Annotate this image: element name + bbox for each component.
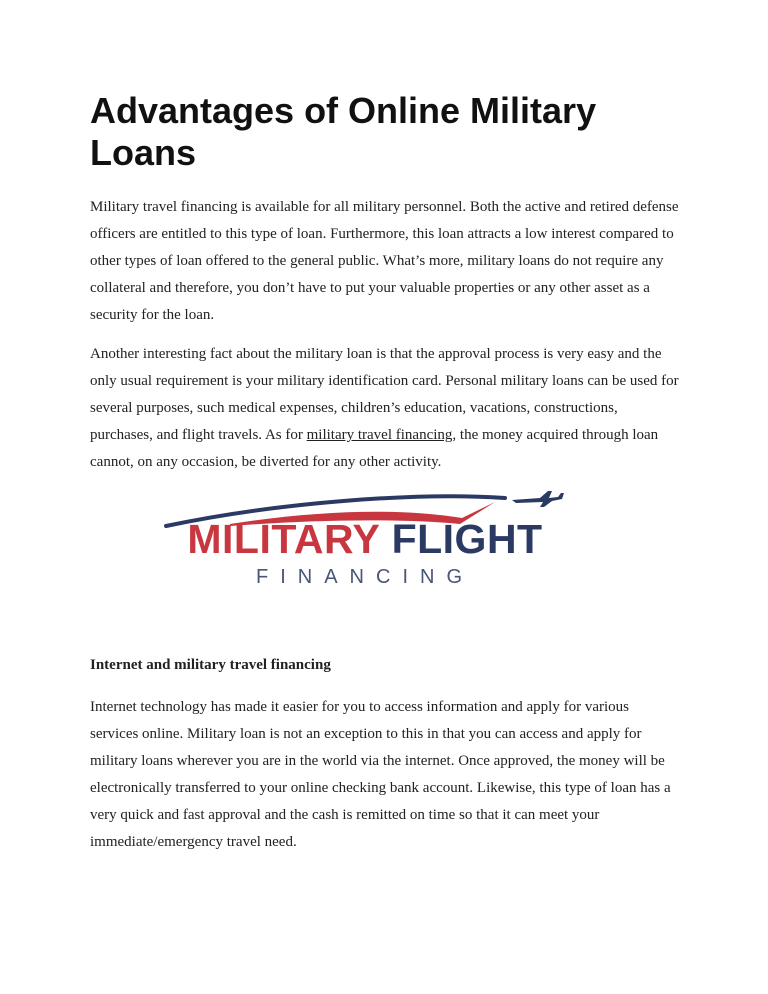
paragraph-approval-text-1: Another interesting fact about the military loan is that the approval process is very easy and the only usual requirement is your military identification card. Personal military loans can be used for several purposes, such medical expenses, children’s education, vacations, constructions, purchases, and flight travels. As for <box>90 346 679 443</box>
paragraph-approval-text-2: , the money acquired through loan cannot, on any occasion, be diverted for any other activity. <box>90 427 659 470</box>
paragraph-internet: Internet technology has made it easier for you to access information and apply for various services online. Military loan is not an exception to this in that you can access and apply for military loans wherever you are in the world via the internet. Once approved, the money will be electronically transferred to your online checking bank account. Likewise, this type of loan has a very quick and fast approval and the cash is remitted on time so that it can meet your immediate/emergency travel need. <box>90 699 671 850</box>
logo-word-flight: FLIGHT <box>391 516 543 562</box>
military-flight-financing-logo <box>160 488 580 608</box>
logo-word-financing: FINANCING <box>256 566 474 588</box>
section-heading: Internet and military travel financing <box>90 657 331 673</box>
military-travel-financing-link[interactable]: military travel financing <box>306 427 453 443</box>
paragraph-intro: Military travel financing is available for all military personnel. Both the active and retired defense officers are entitled to this type of loan. Furthermore, this loan attracts a low interest compared to other types of loan offered to the general public. What’s more, military loans do not require any collateral and therefore, you don’t have to put your valuable properties or any other asset as a security for the loan. <box>90 199 679 323</box>
logo-word-military: MILITARY <box>187 516 380 562</box>
page-title: Advantages of Online Military Loans <box>90 90 597 173</box>
paragraph-approval <box>90 341 680 476</box>
logo-wordmark <box>160 516 570 563</box>
document-page <box>90 90 680 868</box>
